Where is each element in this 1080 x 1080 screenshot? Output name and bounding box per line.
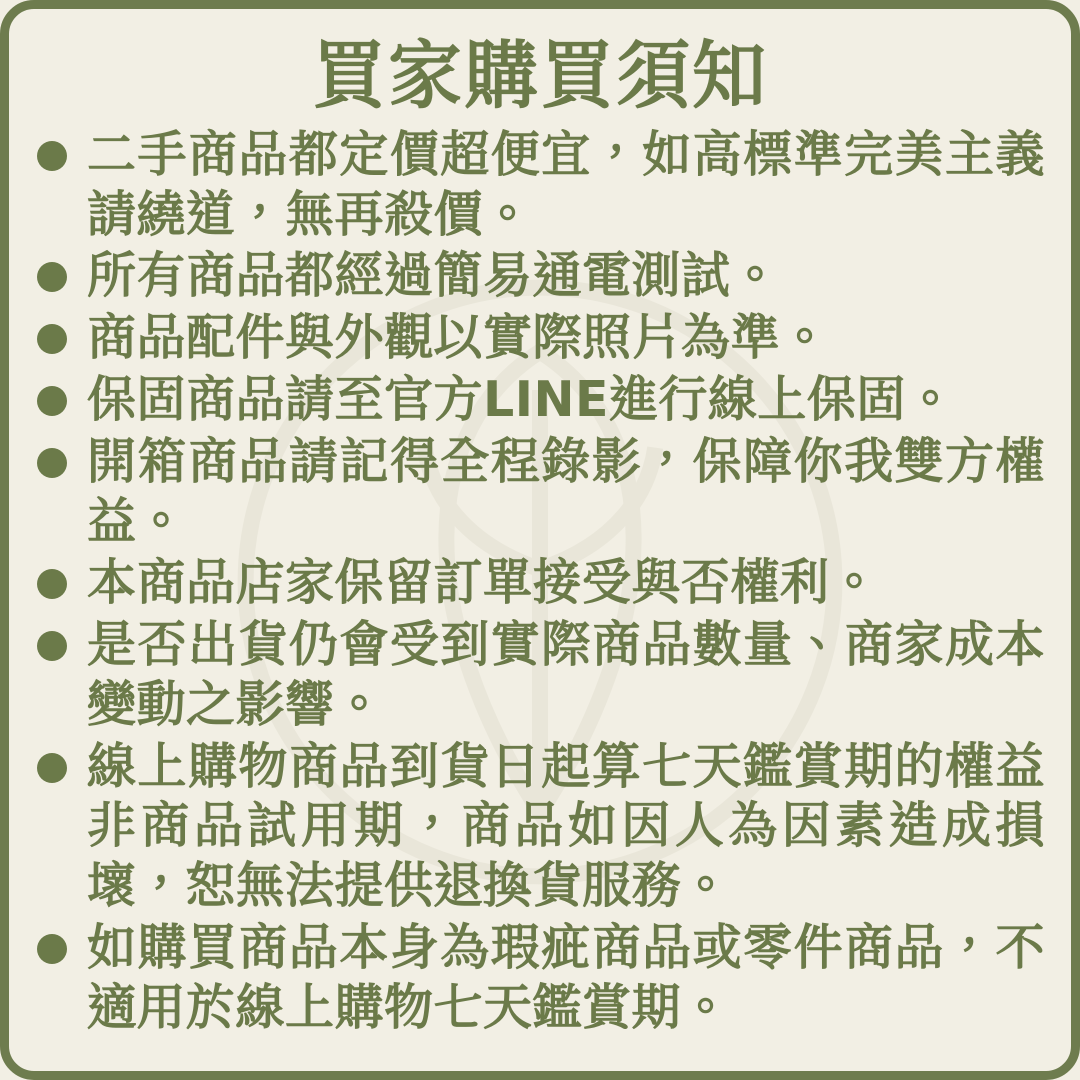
page-title: 買家購買須知 (312, 33, 768, 119)
list-item-text: 是否出貨仍會受到實際商品數量、商家成本變動之影響。 (87, 616, 1045, 733)
list-item (35, 918, 1045, 1038)
bullet-icon (37, 569, 67, 599)
list-item (35, 737, 1045, 916)
list-item-text: 保固商品請至官方LINE進行線上保固。 (87, 370, 956, 428)
list-item (35, 615, 1045, 735)
list-item-text: 商品配件與外觀以實際照片為準。 (87, 309, 830, 367)
list-item (35, 553, 1045, 613)
list-item (35, 246, 1045, 306)
list-item (35, 370, 1045, 430)
notice-list (35, 125, 1045, 1037)
bullet-icon (37, 934, 67, 964)
list-item-text: 二手商品都定價超便宜，如高標準完美主義請繞道，無再殺價。 (87, 125, 1045, 243)
list-item (35, 125, 1045, 245)
bullet-icon (37, 324, 67, 354)
bullet-icon (37, 448, 67, 478)
list-item (35, 308, 1045, 368)
list-item-text: 本商品店家保留訂單接受與否權利。 (87, 554, 880, 612)
list-item-text: 如購買商品本身為瑕疵商品或零件商品，不適用於線上購物七天鑑賞期。 (87, 918, 1045, 1036)
bullet-icon (37, 141, 67, 171)
list-item (35, 432, 1045, 552)
list-item-text: 所有商品都經過簡易通電測試。 (87, 247, 781, 305)
bullet-icon (37, 262, 67, 292)
list-item-text: 線上購物商品到貨日起算七天鑑賞期的權益非商品試用期，商品如因人為因素造成損壞，恕無法提供退換貨服務。 (87, 737, 1045, 915)
list-item-text: 開箱商品請記得全程錄影，保障你我雙方權益。 (87, 432, 1045, 550)
bullet-icon (37, 386, 67, 416)
bullet-icon (37, 753, 67, 783)
bullet-icon (37, 631, 67, 661)
notice-content (9, 9, 1071, 1037)
